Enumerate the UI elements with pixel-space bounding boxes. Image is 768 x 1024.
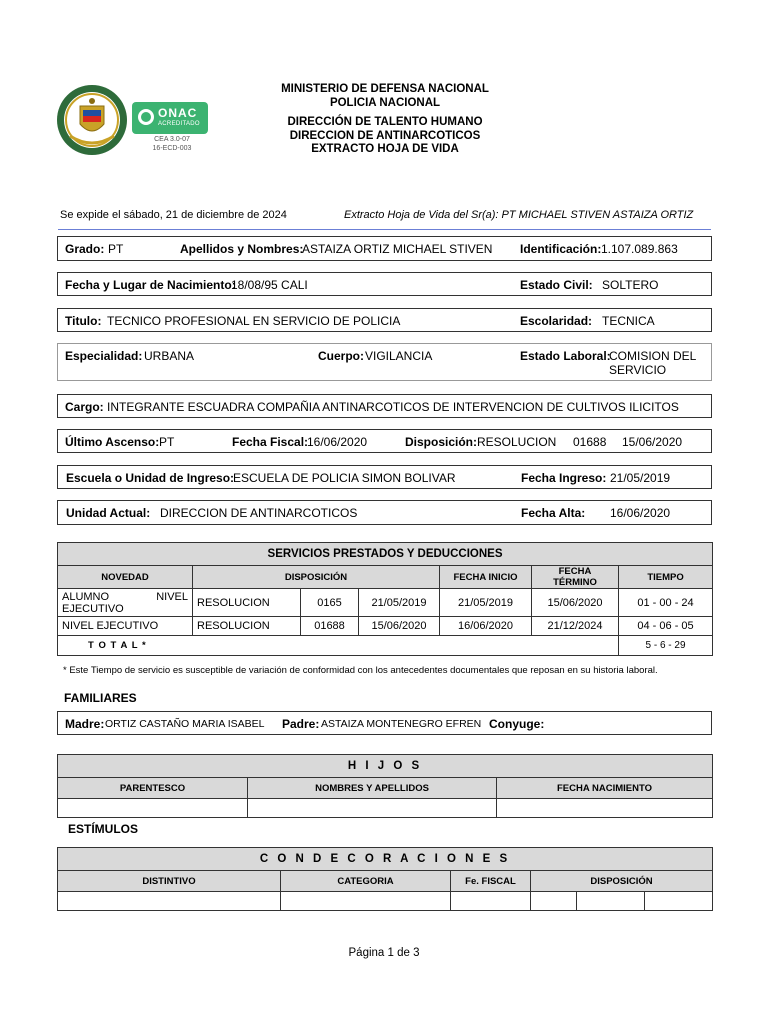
cuerpo-value: VIGILANCIA bbox=[365, 349, 433, 363]
nombres-label: Apellidos y Nombres: bbox=[180, 242, 304, 256]
unidad-actual-value: DIRECCION DE ANTINARCOTICOS bbox=[160, 506, 358, 520]
conyuge-label: Conyuge: bbox=[489, 717, 545, 731]
escolaridad-label: Escolaridad: bbox=[520, 314, 593, 328]
total-label: T O T A L * bbox=[58, 636, 619, 656]
escuela-label: Escuela o Unidad de Ingreso: bbox=[66, 471, 235, 485]
identificacion-label: Identificación: bbox=[520, 242, 602, 256]
hijos-title: H I J O S bbox=[58, 755, 713, 778]
col-fecha-termino: FECHA TÉRMINO bbox=[532, 566, 619, 589]
fecha-fiscal-value: 16/06/2020 bbox=[307, 435, 368, 449]
titulo-row bbox=[57, 308, 712, 332]
novedad-word-1: ALUMNO bbox=[62, 590, 110, 603]
titulo-value: TECNICO PROFESIONAL EN SERVICIO DE POLICIA bbox=[107, 314, 401, 328]
grado-value: PT bbox=[108, 242, 124, 256]
disposicion-date: 15/06/2020 bbox=[622, 435, 683, 449]
ascenso-row bbox=[57, 429, 712, 453]
inicio-cell: 21/05/2019 bbox=[440, 589, 532, 617]
novedad-cell bbox=[58, 589, 193, 617]
col-fe-fiscal: Fe. FISCAL bbox=[451, 871, 531, 892]
familiares-title: FAMILIARES bbox=[64, 691, 137, 705]
page-number: Página 1 de 3 bbox=[348, 947, 420, 959]
document-header bbox=[230, 83, 540, 157]
nacimiento-label: Fecha y Lugar de Nacimiento: bbox=[65, 278, 236, 292]
estado-laboral-value-1: COMISION DEL bbox=[609, 349, 697, 363]
ultimo-ascenso-label: Último Ascenso: bbox=[65, 435, 160, 449]
servicios-table bbox=[57, 542, 713, 656]
novedad-word-3: EJECUTIVO bbox=[62, 602, 124, 615]
col-fecha-inicio: FECHA INICIO bbox=[440, 566, 532, 589]
escuela-row bbox=[57, 465, 712, 489]
table-row bbox=[58, 892, 713, 911]
estado-civil-label: Estado Civil: bbox=[520, 278, 593, 292]
fecha-cell: 21/05/2019 bbox=[359, 589, 440, 617]
onac-subtitle: ACREDITADO bbox=[158, 121, 200, 127]
identificacion-value: 1.107.089.863 bbox=[601, 242, 678, 256]
issue-date: Se expide el sábado, 21 de diciembre de 2024 bbox=[60, 209, 287, 221]
termino-cell: 21/12/2024 bbox=[532, 617, 619, 636]
onac-codes bbox=[132, 135, 212, 153]
tiempo-cell: 01 - 00 - 24 bbox=[619, 589, 713, 617]
nacimiento-value: 18/08/95 CALI bbox=[231, 278, 308, 292]
novedad-word-2: NIVEL bbox=[156, 590, 188, 603]
cuerpo-label: Cuerpo: bbox=[318, 349, 364, 363]
onac-ring-icon bbox=[138, 109, 154, 125]
disposicion-number: 01688 bbox=[573, 435, 607, 449]
inicio-cell: 16/06/2020 bbox=[440, 617, 532, 636]
escuela-value: ESCUELA DE POLICIA SIMON BOLIVAR bbox=[233, 471, 456, 485]
divider bbox=[58, 229, 711, 230]
estado-laboral-value-2: SERVICIO bbox=[609, 363, 667, 377]
header-line-4: DIRECCION DE ANTINARCOTICOS bbox=[289, 129, 481, 142]
header-line-1: MINISTERIO DE DEFENSA NACIONAL bbox=[281, 83, 489, 95]
col-disposicion: DISPOSICIÓN bbox=[193, 566, 440, 589]
col-nombres: NOMBRES Y APELLIDOS bbox=[248, 778, 497, 799]
familiares-row bbox=[57, 711, 712, 735]
col-novedad: NOVEDAD bbox=[58, 566, 193, 589]
onac-code-2: 16-ECD-003 bbox=[152, 145, 192, 152]
header-line-3: DIRECCIÓN DE TALENTO HUMANO bbox=[287, 116, 483, 128]
header-line-2: POLICIA NACIONAL bbox=[329, 96, 441, 109]
disposicion-cell: RESOLUCION bbox=[193, 589, 301, 617]
condecoraciones-title: C O N D E C O R A C I O N E S bbox=[58, 848, 713, 871]
unidad-row bbox=[57, 500, 712, 525]
fecha-ingreso-value: 21/05/2019 bbox=[610, 471, 671, 485]
disposicion-label: Disposición: bbox=[405, 435, 478, 449]
total-row bbox=[58, 636, 713, 656]
table-row bbox=[58, 589, 713, 617]
madre-value: ORTIZ CASTAÑO MARIA ISABEL bbox=[105, 718, 265, 730]
col-distintivo: DISTINTIVO bbox=[58, 871, 281, 892]
unidad-actual-label: Unidad Actual: bbox=[66, 506, 151, 520]
service-note: * Este Tiempo de servicio es susceptible de variación de conformidad con los antecedentes documentales que reposan en su historia laboral. bbox=[63, 665, 658, 676]
cargo-value: INTEGRANTE ESCUADRA COMPAÑIA ANTINARCOTICOS DE INTERVENCION DE CULTIVOS ILICITOS bbox=[107, 400, 679, 414]
nombres-value: ASTAIZA ORTIZ MICHAEL STIVEN bbox=[302, 242, 493, 256]
header-line-5: EXTRACTO HOJA DE VIDA bbox=[311, 143, 459, 155]
padre-label: Padre: bbox=[282, 717, 320, 731]
padre-value: ASTAIZA MONTENEGRO EFREN bbox=[321, 718, 482, 730]
cargo-label: Cargo: bbox=[65, 400, 104, 414]
fecha-alta-label: Fecha Alta: bbox=[521, 506, 586, 520]
cargo-row bbox=[57, 394, 712, 418]
onac-logo bbox=[132, 102, 208, 134]
policia-nacional-seal bbox=[56, 84, 128, 156]
tiempo-cell: 04 - 06 - 05 bbox=[619, 617, 713, 636]
extract-subject: Extracto Hoja de Vida del Sr(a): PT MICHAEL STIVEN ASTAIZA ORTIZ bbox=[344, 209, 694, 221]
novedad-cell: NIVEL EJECUTIVO bbox=[58, 617, 193, 636]
numero-cell: 01688 bbox=[301, 617, 359, 636]
table-row bbox=[58, 617, 713, 636]
estado-laboral-label: Estado Laboral: bbox=[520, 349, 611, 363]
madre-label: Madre: bbox=[65, 717, 105, 731]
col-disposicion: DISPOSICIÓN bbox=[531, 871, 713, 892]
estado-civil-value: SOLTERO bbox=[602, 278, 659, 292]
table-row bbox=[58, 799, 713, 818]
hijos-table bbox=[57, 754, 713, 818]
grado-label: Grado: bbox=[65, 242, 105, 256]
nacimiento-row bbox=[57, 272, 712, 296]
estimulos-title: ESTÍMULOS bbox=[68, 822, 139, 836]
total-value: 5 - 6 - 29 bbox=[619, 636, 713, 656]
onac-name: ONAC bbox=[158, 106, 198, 120]
condecoraciones-table bbox=[57, 847, 713, 911]
ultimo-ascenso-value: PT bbox=[159, 435, 175, 449]
termino-cell: 15/06/2020 bbox=[532, 589, 619, 617]
especialidad-row bbox=[57, 343, 712, 381]
fecha-alta-value: 16/06/2020 bbox=[610, 506, 671, 520]
disposicion-value: RESOLUCION bbox=[477, 435, 557, 449]
col-fecha-nacimiento: FECHA NACIMIENTO bbox=[497, 778, 713, 799]
grado-row bbox=[57, 236, 712, 261]
servicios-title: SERVICIOS PRESTADOS Y DEDUCCIONES bbox=[58, 543, 713, 566]
col-parentesco: PARENTESCO bbox=[58, 778, 248, 799]
disposicion-cell: RESOLUCION bbox=[193, 617, 301, 636]
especialidad-value: URBANA bbox=[144, 349, 195, 363]
col-tiempo: TIEMPO bbox=[619, 566, 713, 589]
onac-code-1: CEA 3.0-07 bbox=[154, 136, 190, 143]
numero-cell: 0165 bbox=[301, 589, 359, 617]
col-categoria: CATEGORIA bbox=[281, 871, 451, 892]
especialidad-label: Especialidad: bbox=[65, 349, 143, 363]
titulo-label: Titulo: bbox=[65, 314, 102, 328]
fecha-ingreso-label: Fecha Ingreso: bbox=[521, 471, 607, 485]
fecha-cell: 15/06/2020 bbox=[359, 617, 440, 636]
escolaridad-value: TECNICA bbox=[602, 314, 655, 328]
fecha-fiscal-label: Fecha Fiscal: bbox=[232, 435, 309, 449]
